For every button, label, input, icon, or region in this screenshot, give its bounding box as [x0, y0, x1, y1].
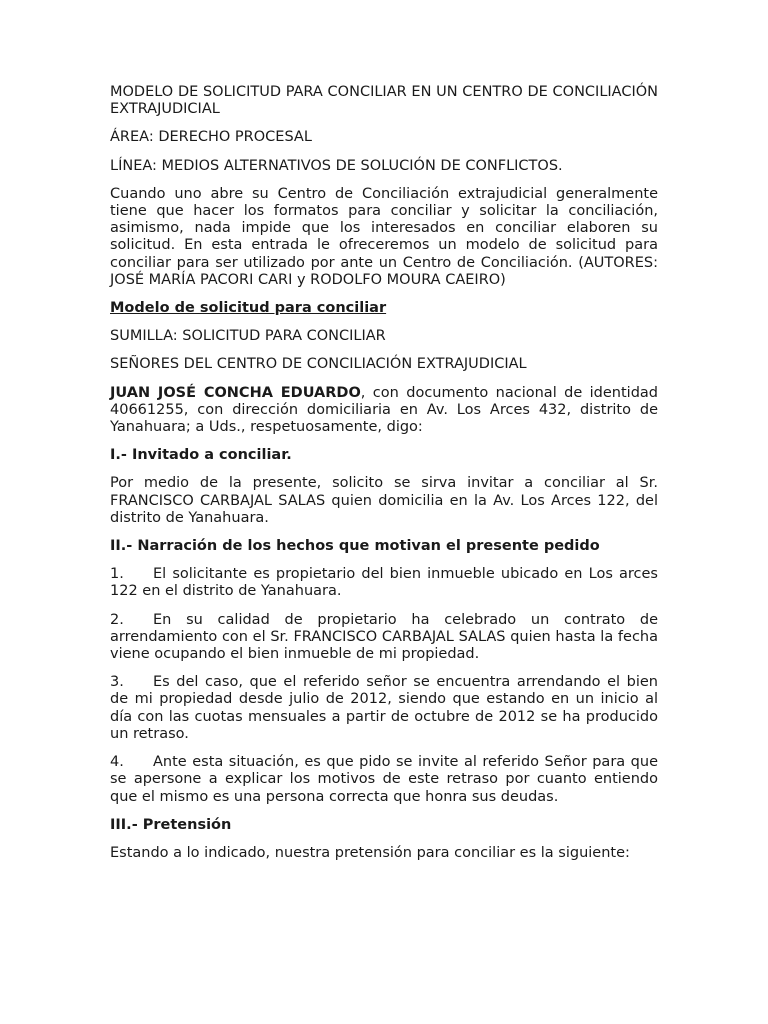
model-heading	[110, 300, 658, 317]
applicant-text: , con documento nacional de identidad 40661255, con dirección domiciliaria en Av. Los Arces 432, distrito de Yanahuara; a Uds., respetuosamente, digo:	[110, 384, 658, 436]
fact-item-2	[110, 612, 658, 664]
fact-text: Es del caso, que el referido señor se encuentra arrendando el bien de mi propiedad desde julio de 2012, siendo que estando en un inicio al día con las cuotas mensuales a partir de octubre de 2012 se ha producido un retraso.	[110, 674, 658, 742]
fact-item-3	[110, 674, 658, 743]
fact-text: El solicitante es propietario del bien inmueble ubicado en Los arces 122 en el distrito de Yanahuara.	[110, 566, 658, 600]
section3-heading: III.- Pretensión	[110, 816, 232, 833]
model-heading-text: Modelo de solicitud para conciliar	[110, 300, 387, 317]
section3-paragraph: Estando a lo indicado, nuestra pretensión para conciliar es la siguiente:	[110, 844, 630, 861]
fact-number: 4.	[110, 754, 124, 771]
linea-line: LÍNEA: MEDIOS ALTERNATIVOS DE SOLUCIÓN DE CONFLICTOS.	[110, 157, 563, 174]
fact-number: 1.	[110, 566, 124, 583]
section2-heading: II.- Narración de los hechos que motivan el presente pedido	[110, 538, 600, 555]
intro-paragraph: Cuando uno abre su Centro de Conciliación extrajudicial generalmente tiene que hacer los formatos para conciliar y solicitar la conciliación, asimismo, nada impide que los interesados en conciliar elaboren su solicitud. En esta entrada le ofreceremos un modelo de solicitud para conciliar para ser utilizado por ante un Centro de Conciliación. (AUTORES: JOSÉ MARÍA PACORI CARI y RODOLFO MOURA CAEIRO)	[110, 185, 658, 288]
fact-text: Ante esta situación, es que pido se invite al referido Señor para que se apersone a explicar los motivos de este retraso por cuanto entiendo que el mismo es una persona correcta que honra sus deudas.	[110, 754, 658, 805]
area-line: ÁREA: DERECHO PROCESAL	[110, 129, 312, 146]
applicant-paragraph	[110, 385, 658, 437]
fact-text: En su calidad de propietario ha celebrado un contrato de arrendamiento con el Sr. FRANCISCO CARBAJAL SALAS quien hasta la fecha viene ocupando el bien inmueble de mi propiedad.	[110, 611, 658, 663]
section1-paragraph: Por medio de la presente, solicito se sirva invitar a conciliar al Sr. FRANCISCO CARBAJAL SALAS quien domicilia en la Av. Los Arces 122, del distrito de Yanahuara.	[110, 475, 658, 526]
fact-number: 3.	[110, 674, 124, 691]
fact-item-1	[110, 566, 658, 600]
section1-heading: I.- Invitado a conciliar.	[110, 447, 292, 464]
sumilla-line: SUMILLA: SOLICITUD PARA CONCILIAR	[110, 328, 386, 345]
document-title: MODELO DE SOLICITUD PARA CONCILIAR EN UN CENTRO DE CONCILIACIÓN EXTRAJUDICIAL	[110, 84, 658, 118]
applicant-name: JUAN JOSÉ CONCHA EDUARDO	[110, 384, 361, 401]
fact-number: 2.	[110, 611, 124, 628]
fact-item-4	[110, 754, 658, 806]
document-page	[110, 84, 658, 873]
addressee-line: SEÑORES DEL CENTRO DE CONCILIACIÓN EXTRAJUDICIAL	[110, 356, 527, 373]
